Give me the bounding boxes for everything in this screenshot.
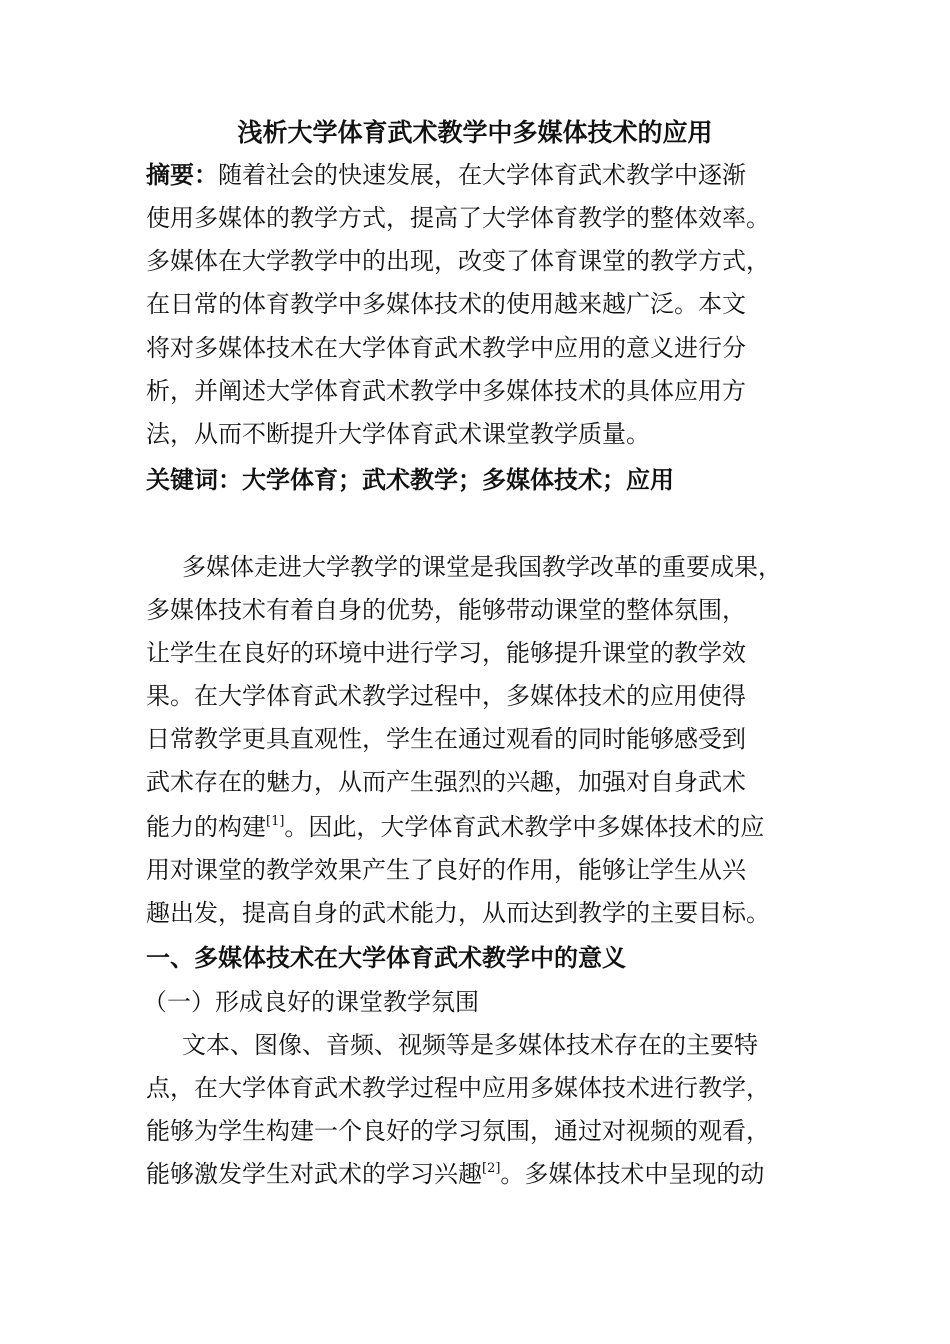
abstract-line: 法，从而不断提升大学体育武术课堂教学质量。 <box>146 420 650 448</box>
citation-1: [1] <box>266 814 285 829</box>
section-heading: 一、多媒体技术在大学体育武术教学中的意义 <box>146 944 626 972</box>
intro-line: 果。在大学体育武术教学过程中，多媒体技术的应用使得 <box>146 682 746 710</box>
intro-line: 多媒体走进大学教学的课堂是我国教学改革的重要成果， <box>182 553 782 581</box>
citation-2: [2] <box>482 1161 501 1176</box>
intro-ref-post: 。因此，大学体育武术教学中多媒体技术的应 <box>284 813 765 841</box>
intro-line: 用对课堂的教学效果产生了良好的作用，能够让学生从兴 <box>146 856 746 884</box>
subsection-heading: （一）形成良好的课堂教学氛围 <box>143 988 479 1016</box>
section-line: 点，在大学体育武术教学过程中应用多媒体技术进行教学， <box>146 1074 770 1102</box>
abstract-line: 多媒体在大学教学中的出现，改变了体育课堂的教学方式， <box>146 247 770 275</box>
section-line: 文本、图像、音频、视频等是多媒体技术存在的主要特 <box>182 1031 758 1059</box>
section-ref-pre: 能够激发学生对武术的学习兴趣 <box>146 1160 482 1188</box>
abstract-line-1 <box>146 160 746 190</box>
abstract-line: 析，并阐述大学体育武术教学中多媒体技术的具体应用方 <box>146 377 746 405</box>
intro-ref-line <box>146 812 764 842</box>
intro-line: 多媒体技术有着自身的优势，能够带动课堂的整体氛围， <box>146 596 746 624</box>
abstract-first-line: 随着社会的快速发展，在大学体育武术教学中逐渐 <box>218 161 746 189</box>
abstract-line: 将对多媒体技术在大学体育武术教学中应用的意义进行分 <box>146 334 746 362</box>
abstract-label: 摘要： <box>146 161 218 189</box>
document-title: 浅析大学体育武术教学中多媒体技术的应用 <box>237 118 713 147</box>
abstract-line: 使用多媒体的教学方式，提高了大学体育教学的整体效率。 <box>146 204 770 232</box>
section-line: 能够为学生构建一个良好的学习氛围，通过对视频的观看， <box>146 1117 770 1145</box>
section-ref-post: 。多媒体技术中呈现的动 <box>500 1160 765 1188</box>
section-ref-line <box>146 1159 764 1189</box>
intro-line: 日常教学更具直观性，学生在通过观看的同时能够感受到 <box>146 725 746 753</box>
intro-line: 武术存在的魅力，从而产生强烈的兴趣，加强对自身武术 <box>146 768 746 796</box>
intro-line: 趣出发，提高自身的武术能力，从而达到教学的主要目标。 <box>146 899 770 927</box>
keywords: 关键词：大学体育；武术教学；多媒体技术；应用 <box>146 466 674 494</box>
abstract-line: 在日常的体育教学中多媒体技术的使用越来越广泛。本文 <box>146 290 746 318</box>
intro-ref-pre: 能力的构建 <box>146 813 266 841</box>
intro-line: 让学生在良好的环境中进行学习，能够提升课堂的教学效 <box>146 639 746 667</box>
